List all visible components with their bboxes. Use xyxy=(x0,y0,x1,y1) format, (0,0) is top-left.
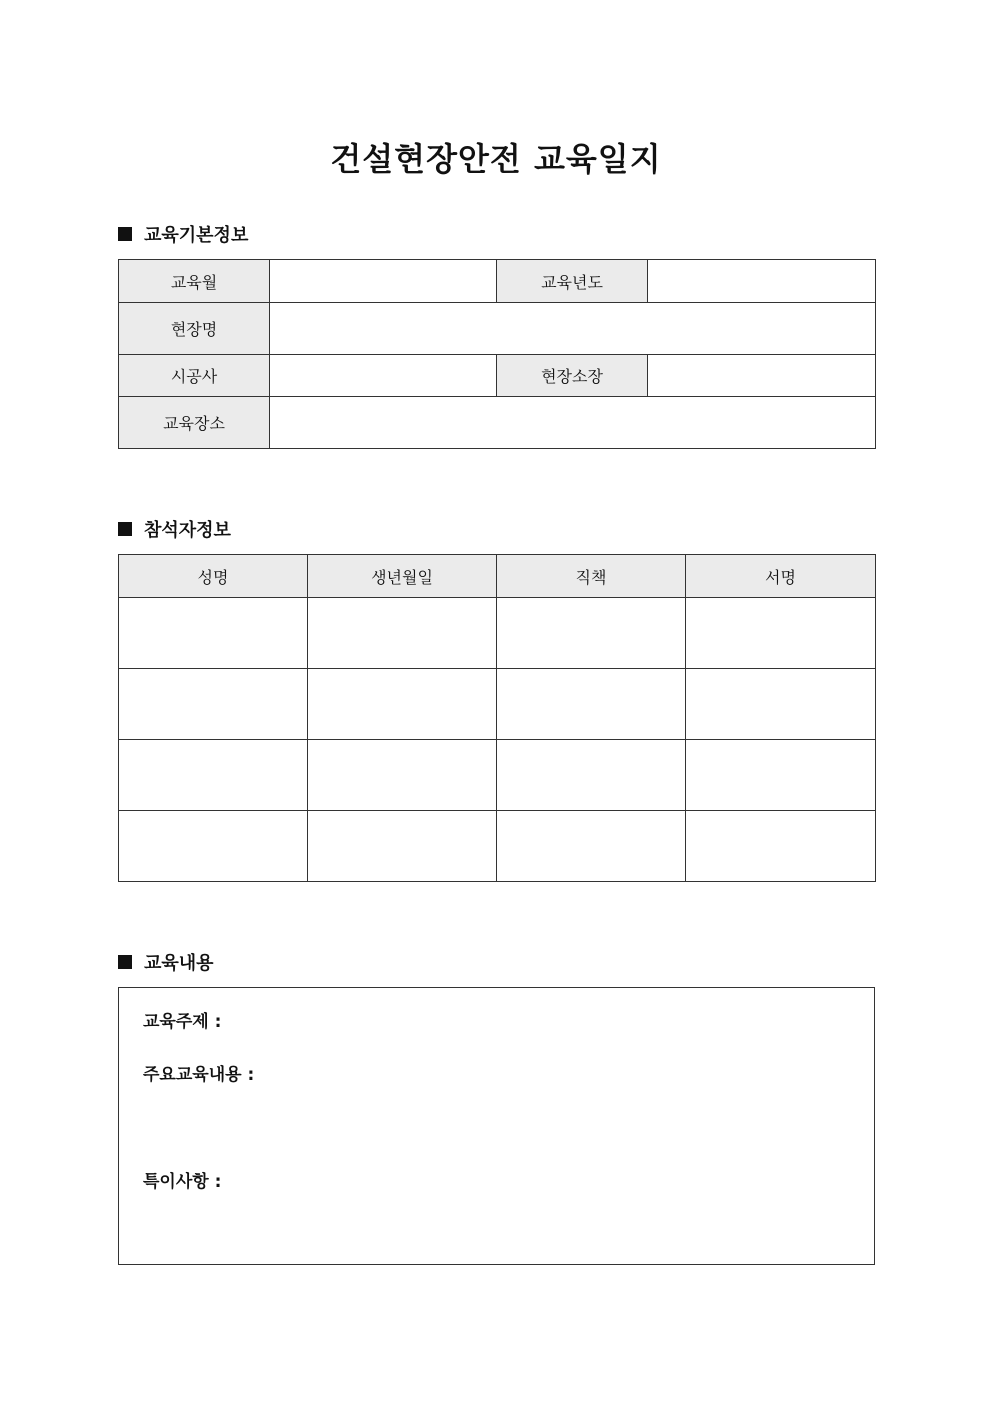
table-row xyxy=(119,303,876,355)
column-header-position: 직책 xyxy=(497,555,686,598)
section-heading-basic-info xyxy=(118,222,248,246)
table-header-row xyxy=(119,555,876,598)
remarks-label: 특이사항 : xyxy=(143,1172,222,1192)
attendee-signature-cell[interactable] xyxy=(686,598,876,669)
table-row xyxy=(119,740,876,811)
table-row xyxy=(119,598,876,669)
square-bullet-icon xyxy=(118,955,132,969)
section-heading-content xyxy=(118,950,214,974)
education-topic-label: 교육주제 : xyxy=(143,1012,222,1032)
table-row xyxy=(119,397,876,449)
column-header-signature: 서명 xyxy=(686,555,876,598)
attendee-signature-cell[interactable] xyxy=(686,669,876,740)
attendee-name-cell[interactable] xyxy=(119,740,308,811)
table-row xyxy=(119,355,876,397)
table-row xyxy=(119,260,876,303)
site-name-label: 현장명 xyxy=(119,303,270,355)
attendees-table xyxy=(118,554,876,882)
attendee-position-cell[interactable] xyxy=(497,598,686,669)
square-bullet-icon xyxy=(118,522,132,536)
education-month-field[interactable] xyxy=(270,260,497,303)
attendee-birthdate-cell[interactable] xyxy=(308,669,497,740)
section-heading-label: 참석자정보 xyxy=(144,520,231,541)
section-heading-attendees xyxy=(118,517,231,541)
attendee-birthdate-cell[interactable] xyxy=(308,598,497,669)
column-header-birthdate: 생년월일 xyxy=(308,555,497,598)
attendee-name-cell[interactable] xyxy=(119,669,308,740)
contractor-field[interactable] xyxy=(270,355,497,397)
square-bullet-icon xyxy=(118,227,132,241)
site-manager-label: 현장소장 xyxy=(497,355,648,397)
table-row xyxy=(119,669,876,740)
education-year-field[interactable] xyxy=(648,260,876,303)
attendee-position-cell[interactable] xyxy=(497,740,686,811)
attendee-signature-cell[interactable] xyxy=(686,811,876,882)
contractor-label: 시공사 xyxy=(119,355,270,397)
site-manager-field[interactable] xyxy=(648,355,876,397)
page-title: 건설현장안전 교육일지 xyxy=(330,140,662,178)
attendee-position-cell[interactable] xyxy=(497,811,686,882)
education-year-label: 교육년도 xyxy=(497,260,648,303)
attendee-birthdate-cell[interactable] xyxy=(308,811,497,882)
attendee-name-cell[interactable] xyxy=(119,811,308,882)
education-month-label: 교육월 xyxy=(119,260,270,303)
attendee-position-cell[interactable] xyxy=(497,669,686,740)
education-content-box[interactable] xyxy=(118,987,875,1265)
attendee-name-cell[interactable] xyxy=(119,598,308,669)
attendee-signature-cell[interactable] xyxy=(686,740,876,811)
site-name-field[interactable] xyxy=(270,303,876,355)
section-heading-label: 교육내용 xyxy=(144,953,214,974)
table-row xyxy=(119,811,876,882)
education-place-label: 교육장소 xyxy=(119,397,270,449)
main-content-label: 주요교육내용 : xyxy=(143,1065,255,1085)
attendee-birthdate-cell[interactable] xyxy=(308,740,497,811)
education-place-field[interactable] xyxy=(270,397,876,449)
column-header-name: 성명 xyxy=(119,555,308,598)
basic-info-table xyxy=(118,259,876,449)
section-heading-label: 교육기본정보 xyxy=(144,225,249,246)
